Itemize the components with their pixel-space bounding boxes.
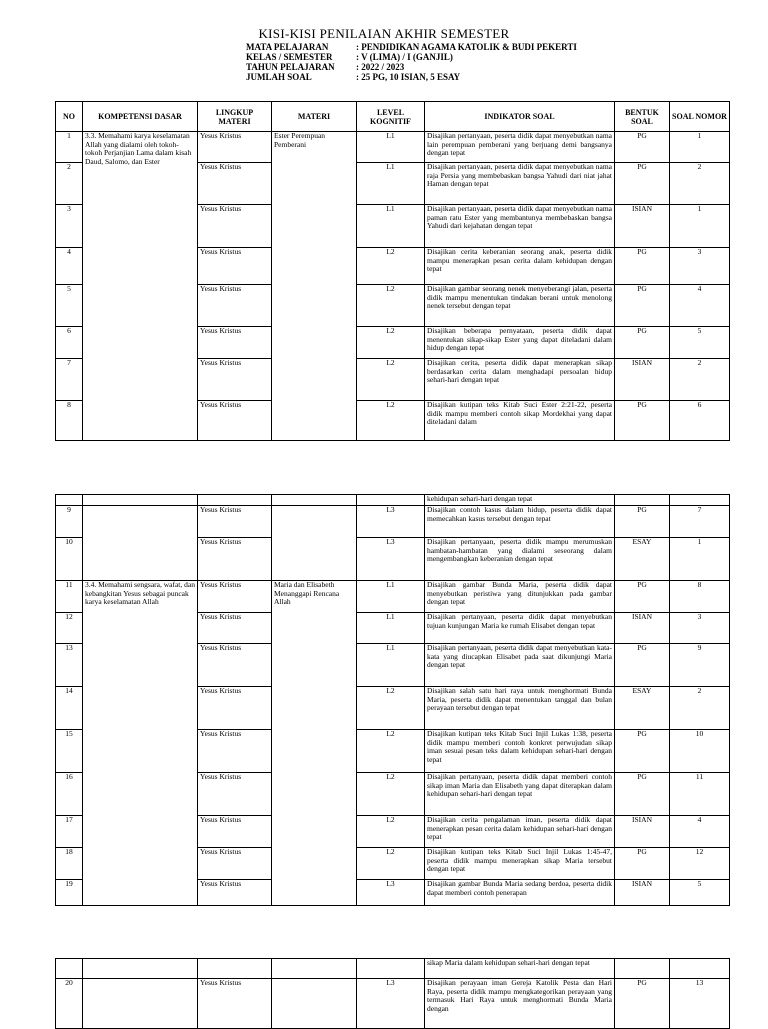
cell-soal-nomor: 5 [670, 327, 730, 359]
cell-kompetensi-dasar [83, 979, 198, 1029]
meta-label: KELAS / SEMESTER [246, 52, 333, 62]
cell-lingkup: Yesus Kristus [198, 687, 272, 730]
meta-kelas-semester [246, 52, 666, 62]
col-header-indikator-soal: INDIKATOR SOAL [425, 102, 615, 132]
cell-bentuk: PG [615, 581, 670, 613]
cell-no: 7 [56, 359, 83, 401]
cell-level: L2 [357, 248, 425, 285]
cell-indikator: Disajikan pertanyaan, peserta didik dapat memberi contoh sikap iman Maria dan Elisabeth yang dapat diterapkan dalam kehidupan sehari-hari dengan tepat [425, 773, 615, 816]
cell-indikator: kehidupan sehari-hari dengan tepat [425, 495, 615, 506]
cell-level: L2 [357, 730, 425, 773]
cell-bentuk: PG [615, 730, 670, 773]
col-header-kompetensi-dasar: KOMPETENSI DASAR [83, 102, 198, 132]
cell-no: 5 [56, 285, 83, 327]
cell-indikator: Disajikan gambar Bunda Maria sedang berdoa, peserta didik dapat memberi contoh penerapan [425, 880, 615, 906]
cell-bentuk: ISIAN [615, 880, 670, 906]
cell-no: 6 [56, 327, 83, 359]
cell-no: 19 [56, 880, 83, 906]
table-row [56, 979, 730, 1029]
table-row [56, 506, 730, 538]
cell-soal-nomor: 11 [670, 773, 730, 816]
cell-no: 11 [56, 581, 83, 613]
cell-level: L3 [357, 979, 425, 1029]
kd-text: Memahami karya keselamatan Allah yang dialami oleh tokoh-tokoh Perjanjian Lama dalam kisah Daud, Salomo, dan Ester [85, 131, 192, 166]
cell-level: L1 [357, 613, 425, 644]
cell-lingkup: Yesus Kristus [198, 538, 272, 581]
cell-soal-nomor: 3 [670, 248, 730, 285]
cell-lingkup: Yesus Kristus [198, 880, 272, 906]
meta-label: TAHUN PELAJARAN [246, 62, 335, 72]
cell-bentuk: ESAY [615, 538, 670, 581]
cell-level: L3 [357, 538, 425, 581]
cell-soal-nomor: 2 [670, 687, 730, 730]
cell-indikator: Disajikan pertanyaan, peserta didik dapat menyebutkan kata-kata yang diucapkan Elisabet pada saat dikunjungi Maria dengan tepat [425, 644, 615, 687]
cell-no: 20 [56, 979, 83, 1029]
cell-soal-nomor: 8 [670, 581, 730, 613]
cell-no: 13 [56, 644, 83, 687]
cell-indikator: Disajikan cerita keberanian seorang anak, peserta didik mampu menerapkan pesan cerita dalam kehidupan dengan tepat [425, 248, 615, 285]
cell-materi: Ester Perempuan Pemberani [272, 132, 357, 441]
cell-kompetensi-dasar [83, 581, 198, 906]
cell-level: L2 [357, 816, 425, 848]
cell-lingkup: Yesus Kristus [198, 979, 272, 1029]
cell-bentuk: PG [615, 163, 670, 205]
kd-number: 3.3. [85, 131, 97, 140]
table-row-continued [56, 959, 730, 979]
cell-level: L2 [357, 285, 425, 327]
cell-no: 9 [56, 506, 83, 538]
cell-soal-nomor: 9 [670, 644, 730, 687]
meta-tahun-pelajaran [246, 62, 666, 72]
cell-indikator: Disajikan beberapa pernyataan, peserta didik dapat menentukan sikap-sikap Ester yang dapat diteladani dalam hidup dengan tepat [425, 327, 615, 359]
cell-level: L1 [357, 205, 425, 248]
cell-no: 17 [56, 816, 83, 848]
cell-indikator: Disajikan pertanyaan, peserta didik dapat menyebutkan nama lain perempuan pemberani yang berjuang demi bangsanya dengan tepat [425, 132, 615, 163]
cell-indikator: Disajikan pertanyaan, peserta didik dapat menyebutkan tujuan kunjungan Maria ke rumah Elisabet dengan tepat [425, 613, 615, 644]
cell-lingkup: Yesus Kristus [198, 163, 272, 205]
cell-level: L2 [357, 401, 425, 441]
cell-no: 12 [56, 613, 83, 644]
cell-bentuk: PG [615, 644, 670, 687]
cell-no: 4 [56, 248, 83, 285]
col-header-level-kognitif: LEVEL KOGNITIF [357, 102, 425, 132]
cell-indikator: Disajikan kutipan teks Kitab Suci Injil Lukas 1:45-47, peserta didik mampu menerapkan sikap Maria tersebut dengan tepat [425, 848, 615, 880]
cell-soal-nomor: 12 [670, 848, 730, 880]
cell-lingkup: Yesus Kristus [198, 613, 272, 644]
cell-lingkup: Yesus Kristus [198, 581, 272, 613]
cell-bentuk: PG [615, 285, 670, 327]
cell-soal-nomor: 2 [670, 359, 730, 401]
cell-soal-nomor: 13 [670, 979, 730, 1029]
cell-soal-nomor: 5 [670, 880, 730, 906]
cell-soal-nomor: 1 [670, 538, 730, 581]
cell-bentuk: PG [615, 506, 670, 538]
cell-level: L2 [357, 687, 425, 730]
cell-bentuk: PG [615, 248, 670, 285]
meta-label: JUMLAH SOAL [246, 72, 312, 82]
cell-bentuk: ISIAN [615, 613, 670, 644]
cell-indikator: Disajikan pertanyaan, peserta didik dapat menyebutkan nama paman ratu Ester yang membantunya membebaskan bangsa Yahudi dari kejahatan dengan tepat [425, 205, 615, 248]
cell-indikator: Disajikan kutipan teks Kitab Suci Ester 2:21-22, peserta didik mampu memberi contoh sikap Mordekhai yang dapat diteladani dalam [425, 401, 615, 441]
cell-indikator: Disajikan gambar Bunda Maria, peserta didik dapat menyebutkan peristiwa yang ditunjukkan pada gambar dengan tepat [425, 581, 615, 613]
cell-lingkup: Yesus Kristus [198, 401, 272, 441]
col-header-lingkup-materi: LINGKUP MATERI [198, 102, 272, 132]
cell-bentuk: ISIAN [615, 359, 670, 401]
cell-level: L1 [357, 644, 425, 687]
cell-level: L2 [357, 773, 425, 816]
cell-indikator: Disajikan salah satu hari raya untuk menghormati Bunda Maria, peserta didik dapat menentukan tanggal dan bulan perayaan tersebut dengan tepat [425, 687, 615, 730]
meta-label: MATA PELAJARAN [246, 42, 329, 52]
cell-no: 3 [56, 205, 83, 248]
cell-soal-nomor: 1 [670, 132, 730, 163]
cell-soal-nomor: 4 [670, 285, 730, 327]
kisi-kisi-table-page-1 [55, 101, 730, 441]
cell-soal-nomor: 10 [670, 730, 730, 773]
meta-mata-pelajaran [246, 42, 666, 52]
meta-value: : 2022 / 2023 [356, 62, 405, 72]
col-header-bentuk-soal: BENTUK SOAL [615, 102, 670, 132]
cell-bentuk: ESAY [615, 687, 670, 730]
col-header-no: NO [56, 102, 83, 132]
cell-lingkup: Yesus Kristus [198, 644, 272, 687]
table-header-row [56, 102, 730, 132]
cell-no: 8 [56, 401, 83, 441]
cell-kompetensi-dasar [83, 506, 198, 581]
meta-value: : PENDIDIKAN AGAMA KATOLIK & BUDI PEKERTI [356, 42, 577, 52]
cell-no: 14 [56, 687, 83, 730]
meta-jumlah-soal [246, 72, 666, 82]
cell-materi [272, 979, 357, 1029]
cell-indikator: Disajikan perayaan iman Gereja Katolik Pesta dan Hari Raya, peserta didik mampu mengkategorikan perayaan yang termasuk Hari Raya untuk menghormati Bunda Maria dengan [425, 979, 615, 1029]
col-header-materi: MATERI [272, 102, 357, 132]
kisi-kisi-table-page-2 [55, 494, 730, 906]
cell-no: 2 [56, 163, 83, 205]
cell-lingkup: Yesus Kristus [198, 816, 272, 848]
cell-bentuk: PG [615, 327, 670, 359]
cell-soal-nomor: 2 [670, 163, 730, 205]
document-title: KISI-KISI PENILAIAN AKHIR SEMESTER [258, 26, 510, 41]
cell-lingkup: Yesus Kristus [198, 285, 272, 327]
cell-lingkup: Yesus Kristus [198, 327, 272, 359]
cell-indikator: Disajikan kutipan teks Kitab Suci Injil Lukas 1:38, peserta didik mampu memberi contoh konkret perwujudan sikap iman sesuai pesan teks dalam kehidupan sehari-hari dengan tepat [425, 730, 615, 773]
cell-no: 18 [56, 848, 83, 880]
table-row [56, 132, 730, 163]
cell-lingkup: Yesus Kristus [198, 205, 272, 248]
col-header-soal-nomor: SOAL NOMOR [670, 102, 730, 132]
cell-indikator: Disajikan pertanyaan, peserta didik mampu merumuskan hambatan-hambatan yang dialami seseorang dalam mengembangkan keberanian dengan tepat [425, 538, 615, 581]
cell-soal-nomor: 1 [670, 205, 730, 248]
cell-soal-nomor: 6 [670, 401, 730, 441]
cell-lingkup: Yesus Kristus [198, 132, 272, 163]
cell-level: L2 [357, 327, 425, 359]
cell-level: L2 [357, 848, 425, 880]
cell-level: L1 [357, 132, 425, 163]
cell-level: L3 [357, 506, 425, 538]
cell-indikator: Disajikan cerita pengalaman iman, peserta didik dapat menerapkan pesan cerita dalam kehidupan sehari-hari dengan tepat [425, 816, 615, 848]
cell-lingkup: Yesus Kristus [198, 730, 272, 773]
table-row-continued [56, 495, 730, 506]
cell-soal-nomor: 7 [670, 506, 730, 538]
cell-indikator: sikap Maria dalam kehidupan sehari-hari dengan tepat [425, 959, 615, 979]
cell-no: 15 [56, 730, 83, 773]
cell-bentuk: PG [615, 401, 670, 441]
cell-indikator: Disajikan contoh kasus dalam hidup, peserta didik dapat memecahkan kasus tersebut dengan tepat [425, 506, 615, 538]
cell-no: 16 [56, 773, 83, 816]
cell-lingkup: Yesus Kristus [198, 506, 272, 538]
cell-soal-nomor: 3 [670, 613, 730, 644]
cell-level: L1 [357, 163, 425, 205]
cell-level: L2 [357, 359, 425, 401]
cell-materi [272, 506, 357, 581]
cell-level: L3 [357, 880, 425, 906]
cell-bentuk: PG [615, 132, 670, 163]
meta-value: : V (LIMA) / I (GANJIL) [356, 52, 453, 62]
table-row [56, 581, 730, 613]
meta-value: : 25 PG, 10 ISIAN, 5 ESAY [356, 72, 461, 82]
cell-lingkup: Yesus Kristus [198, 773, 272, 816]
cell-lingkup: Yesus Kristus [198, 848, 272, 880]
cell-no: 1 [56, 132, 83, 163]
cell-level: L1 [357, 581, 425, 613]
cell-kompetensi-dasar [83, 132, 198, 441]
cell-materi: Maria dan Elisabeth Menanggapi Rencana Allah [272, 581, 357, 906]
cell-indikator: Disajikan cerita, peserta didik dapat menerapkan sikap berdasarkan cerita dalam menghadapi persoalan hidup sehari-hari dengan tepat [425, 359, 615, 401]
cell-bentuk: PG [615, 773, 670, 816]
cell-lingkup: Yesus Kristus [198, 359, 272, 401]
cell-bentuk: ISIAN [615, 816, 670, 848]
cell-bentuk: ISIAN [615, 205, 670, 248]
kisi-kisi-table-page-3 [55, 958, 730, 1029]
cell-no: 10 [56, 538, 83, 581]
cell-bentuk: PG [615, 848, 670, 880]
cell-bentuk: PG [615, 979, 670, 1029]
cell-indikator: Disajikan gambar seorang nenek menyeberangi jalan, peserta didik mampu menentukan tindakan berani untuk menolong nenek tersebut dengan tepat [425, 285, 615, 327]
kd-number: 3.4. [85, 580, 97, 589]
cell-indikator: Disajikan pertanyaan, peserta didik dapat menyebutkan nama raja Persia yang membebaskan bangsa Yahudi dari niat jahat Haman dengan tepat [425, 163, 615, 205]
cell-soal-nomor: 4 [670, 816, 730, 848]
cell-lingkup: Yesus Kristus [198, 248, 272, 285]
kd-text: Memahami sengsara, wafat, dan kebangkitan Yesus sebagai puncak karya keselamatan Allah [85, 580, 195, 607]
